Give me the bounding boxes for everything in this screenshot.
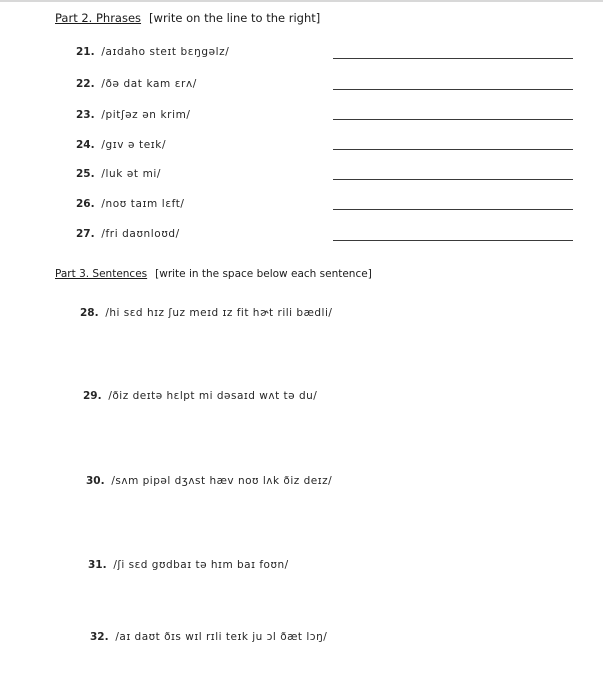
ipa-phrase: /gɪv ə teɪk/ bbox=[101, 139, 167, 151]
answer-line-24[interactable] bbox=[333, 149, 573, 150]
item-number: 30. bbox=[86, 475, 105, 487]
part2-heading bbox=[55, 11, 320, 25]
item-number: 24. bbox=[76, 139, 95, 151]
answer-line-21[interactable] bbox=[333, 58, 573, 59]
answer-line-25[interactable] bbox=[333, 179, 573, 180]
answer-line-22[interactable] bbox=[333, 89, 573, 90]
sentence-item-31 bbox=[88, 559, 289, 571]
sentence-item-30 bbox=[86, 475, 332, 487]
answer-line-23[interactable] bbox=[333, 119, 573, 120]
page-top-edge bbox=[0, 0, 603, 2]
phrase-item-23 bbox=[76, 109, 191, 121]
phrase-item-21 bbox=[76, 46, 229, 58]
item-number: 28. bbox=[80, 307, 99, 319]
item-number: 31. bbox=[88, 559, 107, 571]
item-number: 21. bbox=[76, 46, 95, 58]
part2-instruction: [write on the line to the right] bbox=[149, 11, 321, 25]
item-number: 26. bbox=[76, 198, 95, 210]
answer-line-26[interactable] bbox=[333, 209, 573, 210]
phrase-item-27 bbox=[76, 228, 180, 240]
answer-line-27[interactable] bbox=[333, 240, 573, 241]
ipa-sentence: /hi sɛd hɪz ʃuz meɪd ɪz fit hɚt rili bædli/ bbox=[105, 307, 333, 319]
item-number: 29. bbox=[83, 390, 102, 402]
ipa-sentence: /sʌm pipəl dʒʌst hæv noʊ lʌk ðiz deɪz/ bbox=[111, 475, 333, 487]
sentence-item-29 bbox=[83, 390, 317, 402]
ipa-phrase: /pitʃəz ən krim/ bbox=[101, 109, 191, 121]
sentence-item-32 bbox=[90, 631, 327, 643]
item-number: 32. bbox=[90, 631, 109, 643]
part3-instruction: [write in the space below each sentence] bbox=[155, 268, 372, 280]
ipa-phrase: /luk ət mi/ bbox=[101, 168, 162, 180]
item-number: 27. bbox=[76, 228, 95, 240]
phrase-item-24 bbox=[76, 139, 166, 151]
part3-title: Part 3. Sentences bbox=[55, 268, 148, 280]
sentence-item-28 bbox=[80, 307, 332, 319]
part3-heading bbox=[55, 268, 372, 280]
item-number: 22. bbox=[76, 78, 95, 90]
phrase-item-22 bbox=[76, 78, 197, 90]
part2-title: Part 2. Phrases bbox=[55, 11, 142, 25]
ipa-sentence: /ðiz deɪtə hɛlpt mi dəsaɪd wʌt tə du/ bbox=[108, 390, 318, 402]
ipa-sentence: /aɪ daʊt ðɪs wɪl rɪli teɪk ju ɔl ðæt lɔŋ/ bbox=[115, 631, 328, 643]
item-number: 23. bbox=[76, 109, 95, 121]
ipa-phrase: /fri daʊnloʊd/ bbox=[101, 228, 180, 240]
ipa-phrase: /aɪdaho steɪt bɛŋgəlz/ bbox=[101, 46, 230, 58]
ipa-phrase: /noʊ taɪm lɛft/ bbox=[101, 198, 185, 210]
ipa-sentence: /ʃi sɛd gʊdbaɪ tə hɪm baɪ foʊn/ bbox=[113, 559, 289, 571]
phrase-item-25 bbox=[76, 168, 161, 180]
ipa-phrase: /ðə dat kam ɛrʌ/ bbox=[101, 78, 197, 90]
item-number: 25. bbox=[76, 168, 95, 180]
phrase-item-26 bbox=[76, 198, 185, 210]
